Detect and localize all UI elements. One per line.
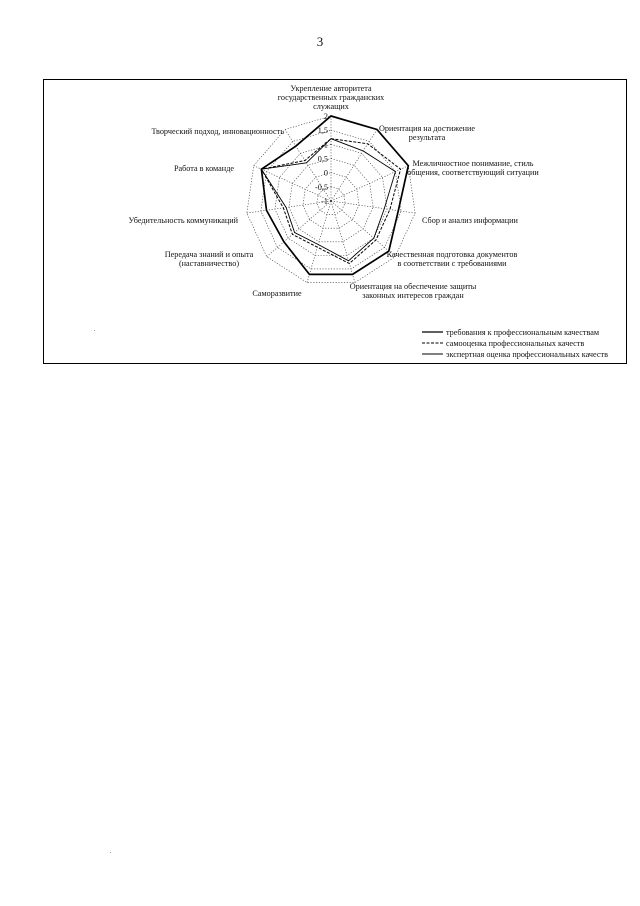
axis-label: законных интересов граждан: [362, 291, 464, 300]
scan-speck: [110, 852, 111, 853]
tick-label: 2: [323, 112, 328, 121]
axis-label: Убедительность коммуникаций: [128, 216, 238, 225]
grid-spoke: [331, 166, 408, 201]
axis-label: государственных гражданских: [277, 93, 385, 102]
grid-spoke: [331, 201, 415, 213]
axis-label: Ориентация на обеспечение защиты: [349, 282, 477, 291]
axis-label: Укрепление авторитета: [290, 84, 372, 93]
grid-spoke: [247, 201, 331, 213]
radar-chart-frame: [43, 79, 627, 364]
grid-ring: [261, 130, 401, 269]
legend-entry: самооценка профессиональных качеств: [446, 339, 585, 348]
radar-chart: [44, 80, 626, 363]
axis-label: в соответствии с требованиями: [397, 259, 507, 268]
axis-label: Ориентация на достижение: [379, 124, 475, 133]
axis-label: Качественная подготовка документов: [386, 250, 518, 259]
axis-label: Саморазвитие: [252, 289, 302, 298]
grid-spoke: [331, 201, 355, 283]
tick-label: -0,5: [315, 182, 328, 192]
axis-label: Работа в команде: [173, 164, 234, 173]
axis-label: общения, соответствующий ситуации: [407, 168, 539, 177]
tick-label: 1: [323, 140, 328, 150]
legend-entry: экспертная оценка профессиональных качеств: [446, 350, 608, 359]
tick-label: 1,5: [317, 126, 328, 136]
axis-label: Творческий подход, инновационность: [151, 127, 284, 136]
tick-label: 0,5: [317, 154, 328, 164]
axis-label: Сбор и анализ информации: [422, 216, 518, 225]
axis-label: результата: [408, 133, 446, 142]
legend-entry: требования к профессиональным качествам: [446, 328, 600, 337]
axis-label: служащих: [313, 102, 349, 111]
axis-label: Межличностное понимание, стиль: [412, 159, 534, 168]
scan-speck: [94, 330, 95, 331]
axis-label: Передача знаний и опыта: [164, 250, 254, 259]
tick-label: -1: [321, 197, 328, 206]
page-number: 3: [316, 34, 324, 49]
tick-label: 0: [323, 168, 328, 178]
axis-label: (наставничество): [178, 259, 240, 268]
